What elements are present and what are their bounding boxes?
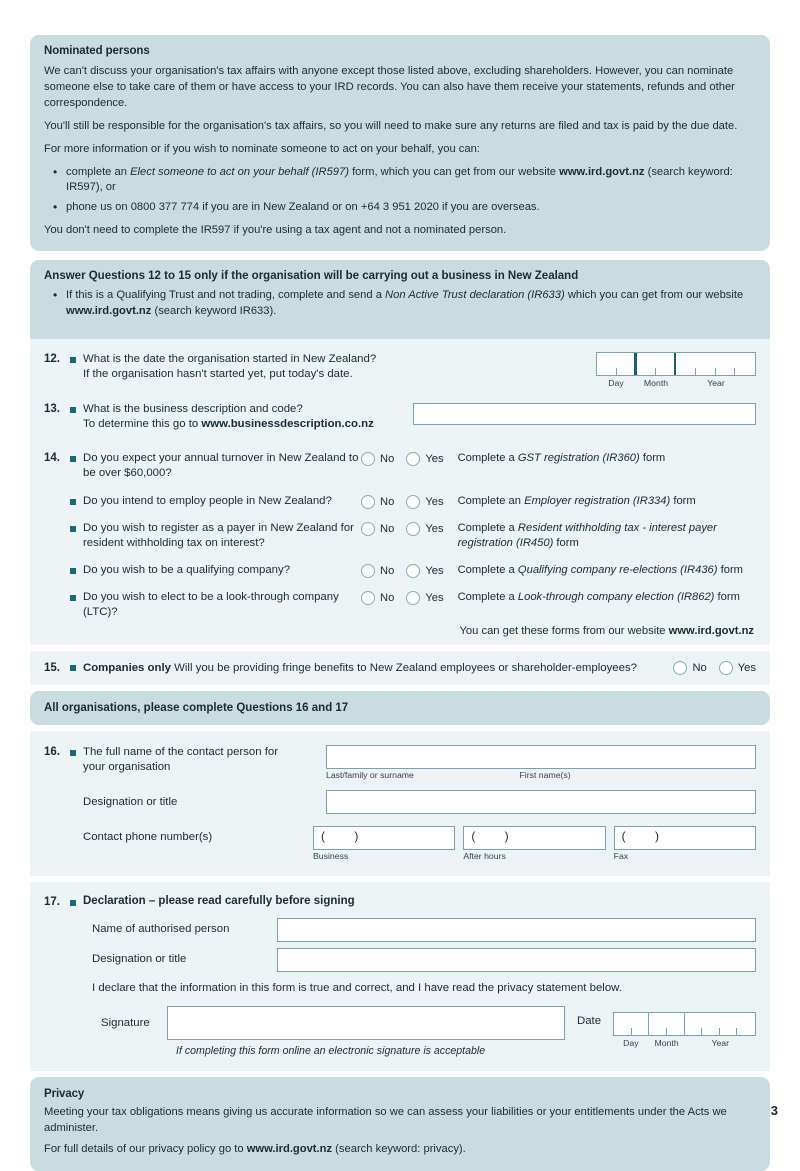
contact-phone-fields xyxy=(313,826,756,862)
questions-12-13-section xyxy=(30,339,770,445)
question-13-input-wrap xyxy=(413,402,756,425)
q14-item-1-radio-group xyxy=(361,451,444,466)
nominated-persons-title: Nominated persons xyxy=(44,45,150,57)
declaration-date-label: Date xyxy=(577,1014,602,1027)
question-13-line-2-pre: To determine this go to xyxy=(83,418,202,431)
question-15-yes-option[interactable] xyxy=(719,661,756,675)
question-12-row xyxy=(44,352,756,388)
authorised-name-row xyxy=(44,918,756,942)
question-13-text xyxy=(83,402,413,432)
privacy-title: Privacy xyxy=(44,1087,85,1100)
q14-item-2-no-option[interactable] xyxy=(361,495,394,509)
question-16-number: 16. xyxy=(44,745,60,758)
contact-name-input[interactable] xyxy=(326,745,756,769)
contact-firstname-sublabel: First name(s) xyxy=(519,769,571,780)
question-14-number: 14. xyxy=(44,452,60,465)
question-15-radio-group xyxy=(673,661,756,675)
q14-item-5-yes-option[interactable] xyxy=(406,591,443,605)
declaration-statement-row xyxy=(44,981,756,996)
q14-item-1-answer-pre: Complete a xyxy=(457,452,518,465)
question-17-section xyxy=(30,882,770,1071)
q14-item-3-answer-pre: Complete a xyxy=(457,521,518,534)
qualifying-trust-bullet xyxy=(66,288,756,320)
question-15-section xyxy=(30,651,770,685)
q14-item-4-answer-post: form xyxy=(717,564,743,577)
contact-phone-label: Contact phone number(s) xyxy=(83,831,213,844)
q14-item-5-answer xyxy=(458,590,756,605)
authorised-designation-label: Designation or title xyxy=(92,953,187,966)
questions-12-15-banner xyxy=(30,260,770,339)
q14-footer-website-link[interactable]: www.ird.govt.nz xyxy=(668,624,754,637)
question-13-number: 13. xyxy=(44,402,60,415)
question-16-label xyxy=(83,745,326,775)
q14-item-1-bullet-icon xyxy=(70,451,83,462)
q14-item-2-answer-post: form xyxy=(670,494,696,507)
question-12-number: 12. xyxy=(44,352,60,365)
q14-item-5-bullet-icon xyxy=(70,590,83,601)
declaration-heading: Declaration – please read carefully before signing xyxy=(83,894,355,907)
q14-item-2-yes-label: Yes xyxy=(425,495,444,508)
q14-item-5-answer-pre: Complete a xyxy=(457,591,518,604)
q14-item-4-answer-pre: Complete a xyxy=(457,564,518,577)
q14-item-3-answer-post: form xyxy=(553,536,579,549)
q14-item-3-question: Do you wish to register as a payer in New Zealand for resident withholding tax on interest? xyxy=(83,521,354,549)
q14-item-1-no-option[interactable] xyxy=(361,452,394,466)
contact-surname-sublabel: Last/family or surname xyxy=(326,769,414,780)
radio-icon[interactable] xyxy=(719,661,733,675)
start-date-year-label: Year xyxy=(707,377,725,388)
privacy-paragraph-1: Meeting your tax obligations means giving us accurate information so we can assess your liabilities or your entitlements under the Acts we administer. xyxy=(44,1105,727,1134)
q14-item-2-form-name: Employer registration (IR334) xyxy=(524,494,671,507)
q14-item-3-answer xyxy=(458,521,756,551)
nominated-persons-section xyxy=(30,35,770,251)
question-14-item xyxy=(70,521,756,551)
authorised-designation-row xyxy=(44,948,756,972)
question-16-line-2: your organisation xyxy=(83,760,171,773)
nominated-bullet-1 xyxy=(66,165,756,197)
authorised-designation-input[interactable] xyxy=(277,948,756,972)
question-14-section xyxy=(30,445,770,644)
q14-item-4-answer xyxy=(458,563,756,578)
q14-item-1-yes-option[interactable] xyxy=(406,452,443,466)
question-16-phone-row xyxy=(44,826,756,862)
radio-icon[interactable] xyxy=(361,452,375,466)
after-hours-phone-input[interactable] xyxy=(463,826,605,850)
privacy-website-link[interactable]: www.ird.govt.nz xyxy=(246,1142,333,1155)
questions-16-17-banner xyxy=(30,691,770,725)
q14-item-3-yes-option[interactable] xyxy=(406,522,443,536)
declaration-date-input[interactable] xyxy=(613,1012,756,1036)
trust-bullet-mid: which you can get from our website xyxy=(564,289,744,302)
fax-parens: ( ) xyxy=(621,829,672,844)
phone-inputs-row xyxy=(313,826,756,862)
question-16-designation-row xyxy=(44,790,756,814)
question-14-footer-note xyxy=(70,625,756,641)
questions-12-15-heading: Answer Questions 12 to 15 only if the organisation will be carrying out a business in New Zealand xyxy=(44,270,579,283)
question-15-number: 15. xyxy=(44,662,60,675)
question-14-item xyxy=(70,494,756,509)
after-hours-phone-parens: ( ) xyxy=(471,829,522,844)
nominated-bullet-2: • phone us on 0800 377 774 if you are in New Zealand or on +64 3 951 2020 if you are overseas. xyxy=(66,200,756,216)
privacy-section xyxy=(30,1077,770,1171)
q14-item-4-yes-option[interactable] xyxy=(406,564,443,578)
business-phone-sublabel: Business xyxy=(313,851,349,862)
signature-input[interactable] xyxy=(167,1006,565,1040)
q14-item-2-answer xyxy=(458,494,756,509)
q14-item-3-bullet-icon xyxy=(70,521,83,532)
q14-item-3-no-option[interactable] xyxy=(361,522,394,536)
radio-icon[interactable] xyxy=(673,661,687,675)
business-phone-input[interactable] xyxy=(313,826,455,850)
signature-field-wrap xyxy=(167,1006,565,1058)
fax-sublabel: Fax xyxy=(613,851,629,862)
q14-item-5-no-label: No xyxy=(380,592,395,605)
radio-icon[interactable] xyxy=(406,495,420,509)
q14-item-1-answer xyxy=(458,451,756,466)
radio-icon[interactable] xyxy=(361,522,375,536)
question-15-bullet-icon xyxy=(70,665,83,671)
q14-item-2-question: Do you intend to employ people in New Zealand? xyxy=(83,494,332,507)
nominated-paragraph-1: We can't discuss your organisation's tax affairs with anyone except those listed above, excluding shareholders. However, you can nominate someone else to take care of them or have access to your IRD records. You can also have them receive your statements, refunds and other correspondence. xyxy=(44,65,735,109)
business-phone-parens: ( ) xyxy=(321,829,372,844)
q14-item-4-yes-label: Yes xyxy=(425,565,444,578)
question-16-line-1: The full name of the contact person for xyxy=(83,745,279,758)
declaration-date-year-label: Year xyxy=(711,1037,730,1048)
bullet1-pre: complete an xyxy=(66,165,131,178)
question-17-heading-row xyxy=(44,895,756,908)
questions-16-17-heading: All organisations, please complete Questions 16 and 17 xyxy=(44,701,349,714)
q14-item-2-radio-group xyxy=(361,494,444,509)
declaration-date-labels xyxy=(613,1038,756,1048)
q14-item-4-question: Do you wish to be a qualifying company? xyxy=(83,564,291,577)
question-13-bullet-icon xyxy=(70,402,83,413)
form-page xyxy=(30,35,770,1171)
q14-item-2-bullet-icon xyxy=(70,494,83,505)
contact-designation-input[interactable] xyxy=(326,790,756,814)
question-14-item xyxy=(70,451,756,481)
nominated-paragraph-2: You'll still be responsible for the organisation's tax affairs, so you will need to make sure any returns are filed and tax is paid by the due date. xyxy=(44,119,738,132)
q14-item-3-radio-group xyxy=(361,521,444,536)
question-12-line-2: If the organisation hasn't started yet, put today's date. xyxy=(83,368,353,381)
authorised-name-label: Name of authorised person xyxy=(92,923,230,936)
q14-item-3-no-label: No xyxy=(380,522,395,535)
bullet1-post: (search keyword: IR597), or xyxy=(66,165,733,194)
contact-designation-field-wrap xyxy=(326,790,756,814)
radio-icon[interactable] xyxy=(406,591,420,605)
question-15-no-option[interactable] xyxy=(673,661,706,675)
nominated-paragraph-4: You don't need to complete the IR597 if you're using a tax agent and not a nominated person. xyxy=(44,224,507,237)
radio-icon[interactable] xyxy=(406,452,420,466)
contact-name-sublabels xyxy=(326,769,756,781)
nominated-paragraph-3: For more information or if you wish to nominate someone to act on your behalf, you can: xyxy=(44,142,480,155)
question-14-items xyxy=(70,451,756,640)
q14-item-4-no-option[interactable] xyxy=(361,564,394,578)
question-16-bullet-icon xyxy=(70,745,83,756)
question-12-date-group xyxy=(596,352,756,388)
nominated-bullet-list xyxy=(44,165,756,217)
signature-label: Signature xyxy=(101,1016,150,1029)
q14-item-4-radio-group xyxy=(361,563,444,578)
q14-item-1-form-name: GST registration (IR360) xyxy=(517,452,640,465)
q14-item-5-no-option[interactable] xyxy=(361,591,394,605)
question-14-item xyxy=(70,590,756,620)
qualifying-trust-bullet-list xyxy=(44,288,756,320)
q14-item-3-yes-label: Yes xyxy=(425,522,444,535)
q14-item-4-form-name: Qualifying company re-elections (IR436) xyxy=(517,564,718,577)
trust-bullet-form-name: Non Active Trust declaration (IR633) xyxy=(385,289,565,302)
question-15-no-label: No xyxy=(692,661,707,674)
fax-cell xyxy=(614,826,756,862)
question-12-bullet-icon xyxy=(70,352,83,363)
contact-designation-label: Designation or title xyxy=(83,795,178,808)
question-15-text xyxy=(83,662,665,674)
question-12-line-1: What is the date the organisation started in New Zealand? xyxy=(83,352,377,365)
question-17-bullet-icon xyxy=(70,895,83,906)
radio-icon[interactable] xyxy=(406,564,420,578)
q14-item-5-radio-group xyxy=(361,590,444,605)
declaration-date-month-label: Month xyxy=(654,1037,679,1048)
question-12-text xyxy=(83,352,586,382)
question-16-name-row xyxy=(44,745,756,781)
question-14-wrapper xyxy=(44,451,756,640)
declaration-date-group xyxy=(613,1006,756,1048)
q14-item-1-answer-post: form xyxy=(639,452,666,465)
q14-item-3-form-name: Resident withholding tax - interest payer registration (IR450) xyxy=(457,521,717,549)
question-16-section xyxy=(30,731,770,876)
after-hours-phone-sublabel: After hours xyxy=(463,851,506,862)
signature-note: If completing this form online an electronic signature is acceptable xyxy=(176,1044,486,1057)
question-13-line-1: What is the business description and code? xyxy=(83,402,303,415)
privacy-para2-post: (search keyword: privacy). xyxy=(332,1142,466,1155)
signature-row xyxy=(44,1006,756,1058)
privacy-para2-pre: For full details of our privacy policy go to xyxy=(44,1142,247,1155)
bullet1-form-name: Elect someone to act on your behalf (IR597) xyxy=(130,165,349,178)
declaration-date-day-label: Day xyxy=(623,1037,639,1048)
radio-icon[interactable] xyxy=(361,591,375,605)
question-14-item xyxy=(70,563,756,578)
q14-item-2-yes-option[interactable] xyxy=(406,495,443,509)
start-date-month-label: Month xyxy=(643,377,669,388)
bullet1-mid: form, which you can get from our website xyxy=(348,165,560,178)
authorised-name-input[interactable] xyxy=(277,918,756,942)
q14-item-5-yes-label: Yes xyxy=(425,592,444,605)
declaration-statement: I declare that the information in this form is true and correct, and I have read the privacy statement below. xyxy=(92,981,622,994)
trust-bullet-pre: If this is a Qualifying Trust and not trading, complete and send a xyxy=(66,289,386,302)
trust-bullet-post: (search keyword IR633). xyxy=(151,305,277,318)
question-15-bold-lead: Companies only xyxy=(83,661,171,674)
after-hours-phone-cell xyxy=(463,826,605,862)
q14-item-5-question: Do you wish to elect to be a look-through company (LTC)? xyxy=(83,591,339,619)
contact-name-field-wrap xyxy=(326,745,756,781)
start-date-input[interactable] xyxy=(596,352,756,376)
business-description-input[interactable] xyxy=(413,403,756,425)
radio-icon[interactable] xyxy=(406,522,420,536)
question-15-question: Will you be providing fringe benefits to New Zealand employees or shareholder-employees? xyxy=(170,661,637,674)
q14-item-2-no-label: No xyxy=(380,495,395,508)
q14-item-1-question: Do you expect your annual turnover in New Zealand to be over $60,000? xyxy=(83,452,359,480)
q14-footer-pre: You can get these forms from our website xyxy=(459,624,669,637)
q14-item-1-no-label: No xyxy=(380,453,395,466)
trust-bullet-website-link[interactable]: www.ird.govt.nz xyxy=(66,305,152,318)
question-17-number: 17. xyxy=(44,895,60,908)
question-13-row xyxy=(44,402,756,432)
q14-item-5-answer-post: form xyxy=(714,591,740,604)
radio-icon[interactable] xyxy=(361,495,375,509)
authorised-name-field-wrap xyxy=(277,918,756,942)
q14-item-1-yes-label: Yes xyxy=(425,453,444,466)
business-phone-cell xyxy=(313,826,455,862)
start-date-day-label: Day xyxy=(608,377,624,388)
question-15-row xyxy=(44,661,756,675)
business-description-link[interactable]: www.businessdescription.co.nz xyxy=(201,418,374,431)
start-date-labels xyxy=(596,378,756,388)
page-number: 3 xyxy=(770,1103,778,1118)
q14-item-4-no-label: No xyxy=(380,565,395,578)
authorised-designation-field-wrap xyxy=(277,948,756,972)
q14-item-5-form-name: Look-through company election (IR862) xyxy=(517,591,715,604)
bullet1-website-link[interactable]: www.ird.govt.nz xyxy=(559,165,645,178)
question-13-line-2 xyxy=(83,417,413,432)
privacy-paragraph-2 xyxy=(44,1142,756,1158)
q14-item-2-answer-pre: Complete an xyxy=(457,494,525,507)
fax-input[interactable] xyxy=(614,826,756,850)
question-15-yes-label: Yes xyxy=(737,661,756,674)
q14-item-4-bullet-icon xyxy=(70,563,83,574)
radio-icon[interactable] xyxy=(361,564,375,578)
